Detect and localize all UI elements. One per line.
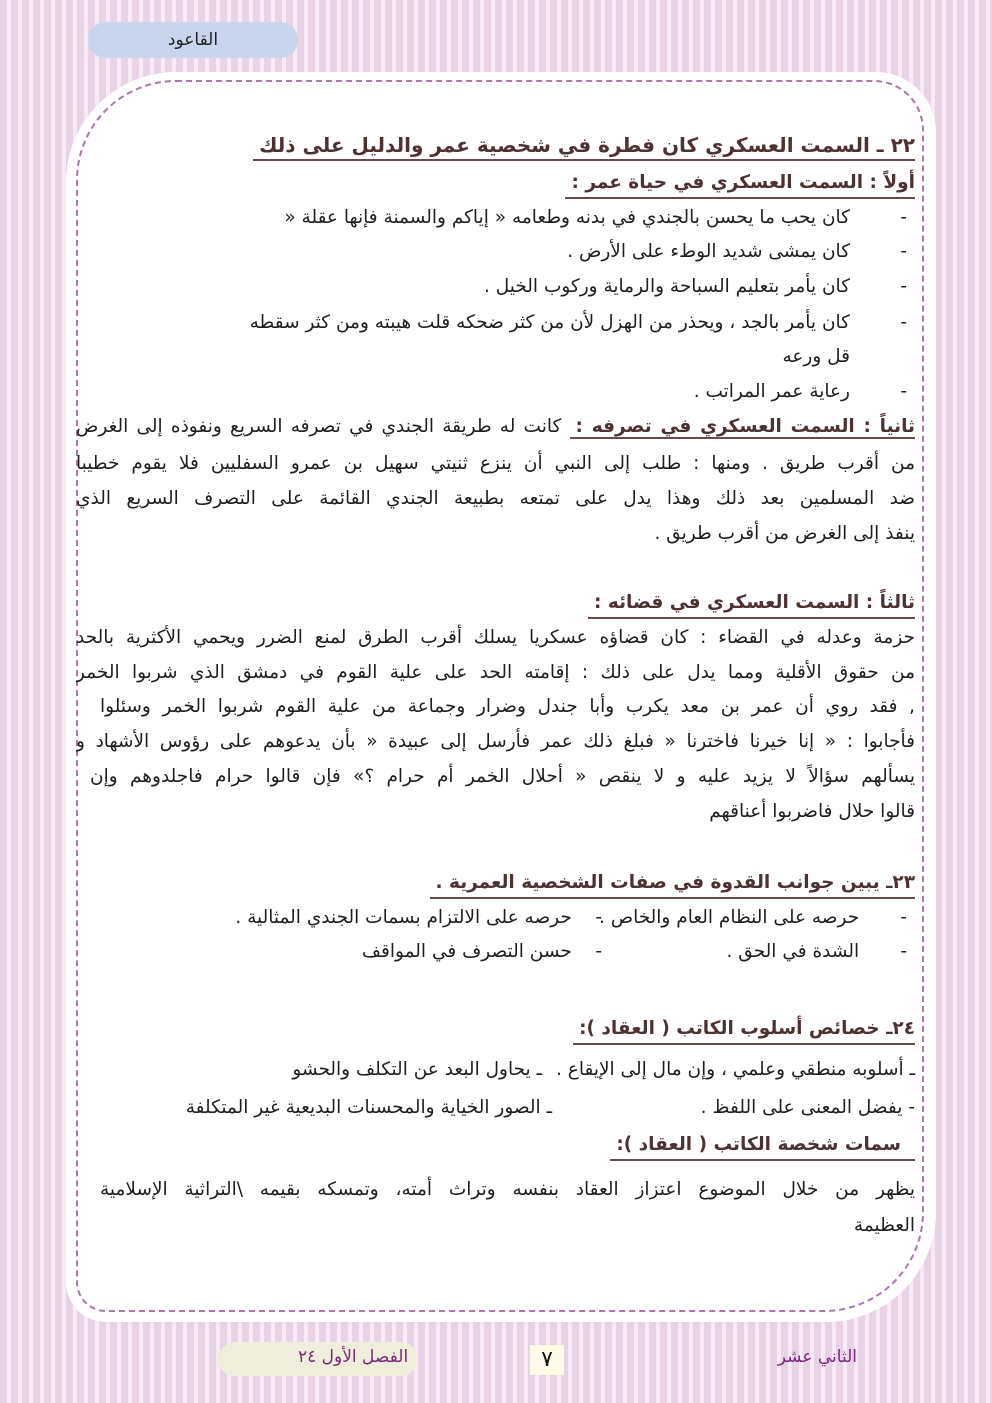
list-item: - الشدة في الحق . bbox=[726, 941, 907, 962]
paragraph-line: , فقد روي أن عمر بن معد يكرب وأبا جندل وضرار وجماعة من علية القوم شربوا الخمر وسئلوا bbox=[100, 696, 915, 717]
list-item: - حسن التصرف في المواقف bbox=[361, 941, 602, 962]
paragraph-line: ثانياً : السمت العسكري في تصرفه : كانت له طريقة الجندي في تصرفه السريع ونفوذه إلى الغرض bbox=[76, 416, 915, 437]
author-tag bbox=[88, 22, 298, 58]
paragraph-line: من حقوق الأقلية ومما يدل على ذلك : إقامته الحد على علية القوم في دمشق الذي شربوا الخمر bbox=[76, 662, 915, 683]
paragraph-line: ضد المسلمين بعد ذلك وهذا يدل على تمتعه بطبيعة الجندي القائمة على التصرف السريع الذي bbox=[76, 488, 915, 509]
q24-title: ٢٤ـ خصائص أسلوب الكاتب ( العقاد ): bbox=[573, 1015, 915, 1045]
q22-first-heading: أولاً : السمت العسكري في حياة عمر : bbox=[565, 169, 915, 199]
paragraph-line: يسألهم سؤالاً لا يزيد عليه و لا ينقص « أحلال الخمر أم حرام ؟» فإن قالوا حرام فاجلدوهم وإن bbox=[90, 766, 915, 787]
grade-label: الثاني عشر bbox=[777, 1347, 857, 1367]
list-item: ـ أسلوبه منطقي وعلمي ، وإن مال إلى الإيقاع . bbox=[556, 1059, 915, 1080]
list-item: - يفضل المعنى على اللفظ . bbox=[700, 1097, 915, 1118]
paragraph-line: ينفذ إلى الغرض من أقرب طريق . bbox=[654, 523, 915, 544]
list-item: - حرصه على النظام العام والخاص . bbox=[598, 907, 907, 928]
author-name: القاعود bbox=[167, 30, 219, 50]
traits-heading: سمات شخصة الكاتب ( العقاد ): bbox=[610, 1131, 915, 1161]
q22-third-heading: ثالثاً : السمت العسكري في قضائه : bbox=[588, 589, 915, 619]
list-item: ـ يحاول البعد عن التكلف والحشو bbox=[292, 1059, 542, 1080]
list-item: ـ الصور الخياية والمحسنات البديعية غير المتكلفة bbox=[185, 1097, 552, 1118]
paragraph-line: حزمة وعدله في القضاء : كان قضاؤه عسكريا يسلك أقرب الطرق لمنع الضرر ويحمي الأكثرية بالحد bbox=[76, 627, 915, 648]
paragraph-line: يظهر من خلال الموضوع اعتزاز العقاد بنفسه وتراث أمته، وتمسكه بقيمه \التراثية الإسلامية bbox=[100, 1179, 915, 1200]
q22-title: ٢٢ ـ السمت العسكري كان فطرة في شخصية عمر والدليل على ذلك bbox=[253, 131, 915, 161]
paragraph-line: فأجابوا : « إنا خيرنا فاخترنا « فبلغ ذلك عمر فأرسل إلى عبيدة « بأن يدعوهم على رؤوس الأشهاد و bbox=[76, 731, 915, 752]
q22-second-heading: ثانياً : السمت العسكري في تصرفه : bbox=[570, 416, 915, 439]
paragraph-line: العظيمة bbox=[853, 1215, 915, 1236]
page-number: ٧ bbox=[530, 1345, 564, 1375]
q23-title: ٢٣ـ يبين جوانب القدوة في صفات الشخصية العمرية . bbox=[430, 869, 916, 899]
list-item: - حرصه على الالتزام بسمات الجندي المثالية . bbox=[235, 907, 602, 928]
paragraph-line: من أقرب طريق . ومنها : طلب إلى النبي أن ينزع ثنيتي سهيل بن عمرو السفليين فلا يقوم خطيبا bbox=[76, 453, 915, 474]
paragraph-line: قالوا حلال فاضربوا أعناقهم bbox=[709, 801, 915, 822]
term-label: الفصل الأول ٢٤ bbox=[298, 1347, 409, 1367]
